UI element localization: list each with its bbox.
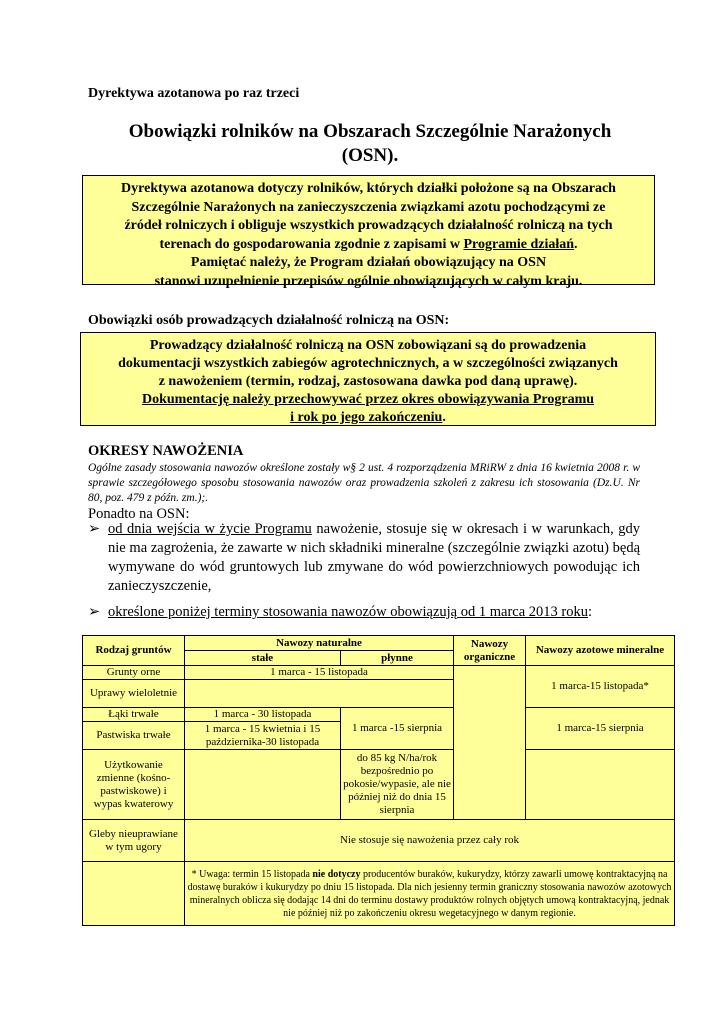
note-empty-cell: [83, 862, 185, 926]
row-pastures-label: Pastwiska trwałe: [83, 722, 185, 750]
bullet-item-2-end: :: [587, 604, 593, 620]
program-link: Programie działań: [463, 236, 575, 252]
page-title: [90, 120, 650, 168]
fertilization-terms-table: [82, 635, 675, 926]
table-footnote: [185, 862, 675, 926]
title-line-1: Obowiązki rolników na Obszarach Szczególnie Narażonych: [128, 121, 612, 142]
row-mixed-use-nitrogen: [526, 750, 675, 820]
row-uncultivated-value: Nie stosuje się nawożenia przez cały rok: [185, 820, 675, 862]
footnote-rest: producentów buraków, kukurydzy, którzy zawarli umowę kontraktacyjną na dostawę buraków i kukurydzy po dniu 15 listopada. Dla nich jesienny termin graniczny stosowania nawozów azotowych mineralnych oblicza się dodając 14 dni do terminu dostawy produktów rolnych objętych umową kontraktacyjną, jednak nie później niż po zakończeniu okresu wegetacyjnego w danym regionie.: [187, 868, 672, 919]
obligations-line-3: z nawożeniem (termin, rodzaj, zastosowana dawka pod daną uprawę).: [158, 374, 578, 389]
bullet-item-1-text: [108, 520, 640, 596]
row-mixed-use-liquid: do 85 kg N/ha/rok bezpośrednio po pokosie/wypasie, ale nie później niż do dnia 15 sierpnia: [341, 750, 454, 820]
row-meadows-solid: 1 marca - 30 listopada: [185, 708, 341, 722]
bullet-item-1: [88, 520, 640, 600]
footnote-emphasis: nie dotyczy: [312, 868, 361, 880]
organic-fertilizers-cell: [454, 666, 526, 820]
header-organic-fertilizers: Nawozy organiczne: [454, 636, 526, 666]
bullet-item-2-underlined: określone poniżej terminy stosowania nawozów obowiązują od 1 marca 2013 roku: [108, 604, 588, 620]
intro-line-3: źródeł rolniczych i obliguje wszystkich prowadzących działalność rolniczą na tych: [124, 218, 613, 233]
obligations-line-2: dokumentacji wszystkich zabiegów agrotechnicznych, a w szczególności związanych: [118, 356, 618, 371]
row-arable-natural: 1 marca - 15 listopada: [185, 666, 454, 680]
row-mixed-use-label: Użytkowanie zmienne (kośno-pastwiskowe) i wypas kwaterowy: [83, 750, 185, 820]
footnote-start: * Uwaga: termin 15 listopada: [191, 868, 313, 880]
obligations-highlight-box: [80, 332, 656, 426]
row-mixed-use-solid: [185, 750, 341, 820]
obligations-heading: Obowiązki osób prowadzących działalność rolniczą na OSN:: [88, 313, 450, 328]
additionally-label: Ponadto na OSN:: [88, 506, 190, 522]
intro-line-6: stanowi uzupełnienie przepisów ogólnie obowiązujących w całym kraju.: [154, 273, 583, 289]
legal-basis-note: Ogólne zasady stosowania nawozów określone zostały w§ 2 ust. 4 rozporządzenia MRiRW z dnia 16 kwietnia 2008 r. w sprawie szczegółowego sposobu stosowania nawozów oraz prowadzenia szkoleń z zakresu ich stosowania (Dz.U. Nr 80, poz. 479 z późn. zm.);.: [88, 462, 640, 504]
intro-line-4: [83, 236, 654, 255]
intro-line-4-text: terenach do gospodarowania zgodnie z zapisami w: [159, 236, 464, 252]
obligations-line-5-text: i rok po jego zakończeniu: [290, 410, 443, 425]
row-meadows-label: Łąki trwałe: [83, 708, 185, 722]
row-perennial-label: Uprawy wieloletnie: [83, 680, 185, 708]
obligations-line-4: Dokumentację należy przechowywać przez okres obowiązywania Programu: [141, 392, 595, 407]
obligations-line-5-end: .: [442, 410, 446, 425]
bullet-item-2-text: [108, 603, 640, 622]
row-meadows-pastures-liquid: 1 marca -15 sierpnia: [341, 708, 454, 750]
row-arable-perennial-nitrogen: 1 marca-15 listopada*: [526, 666, 675, 708]
bullet-item-1-underlined: od dnia wejścia w życie Programu: [108, 521, 312, 537]
intro-line-1: Dyrektywa azotanowa dotyczy rolników, których działki położone są na Obszarach: [121, 181, 616, 196]
arrow-bullet-icon: ➢: [88, 604, 101, 620]
row-perennial-natural: [185, 680, 454, 708]
header-liquid: płynne: [341, 651, 454, 666]
row-uncultivated-label: Gleby nieuprawiane w tym ugory: [83, 820, 185, 862]
row-arable-label: Grunty orne: [83, 666, 185, 680]
bullet-item-1-rest: nawożenie, stosuje się w okresach i w warunkach, gdy nie ma zagrożenia, że zawarte w nich składniki mineralne (szczególnie związki azotu) będą wymywane do wód gruntowych lub zmywane do wód powierzchniowych powodując ich zanieczyszczenie,: [108, 521, 641, 594]
header-mineral-nitrogen: Nawozy azotowe mineralne: [526, 636, 675, 666]
header-soil-type: Rodzaj gruntów: [83, 636, 185, 666]
header-solid: stałe: [185, 651, 341, 666]
bullet-item-2: [88, 603, 640, 623]
title-line-2: (OSN).: [341, 145, 399, 166]
header-natural-fertilizers: Nawozy naturalne: [185, 636, 454, 651]
intro-highlight-box: [82, 175, 655, 289]
obligations-line-1: Prowadzący działalność rolniczą na OSN zobowiązani są do prowadzenia: [149, 338, 587, 353]
intro-line-2: Szczególnie Narażonych na zanieczyszczenia związkami azotu pochodzącymi ze: [131, 199, 606, 215]
intro-line-4-end: .: [574, 236, 578, 252]
obligations-line-5: [81, 409, 655, 427]
intro-line-5: Pamiętać należy, że Program działań obowiązujący na OSN: [190, 255, 547, 270]
document-subtitle: Dyrektywa azotanowa po raz trzeci: [88, 86, 300, 101]
row-pastures-solid: 1 marca - 15 kwietnia i 15 października-30 listopada: [185, 722, 341, 750]
row-meadows-pastures-nitrogen: 1 marca-15 sierpnia: [526, 708, 675, 750]
fertilization-periods-heading: OKRESY NAWOŻENIA: [88, 443, 244, 459]
arrow-bullet-icon: ➢: [88, 521, 101, 537]
